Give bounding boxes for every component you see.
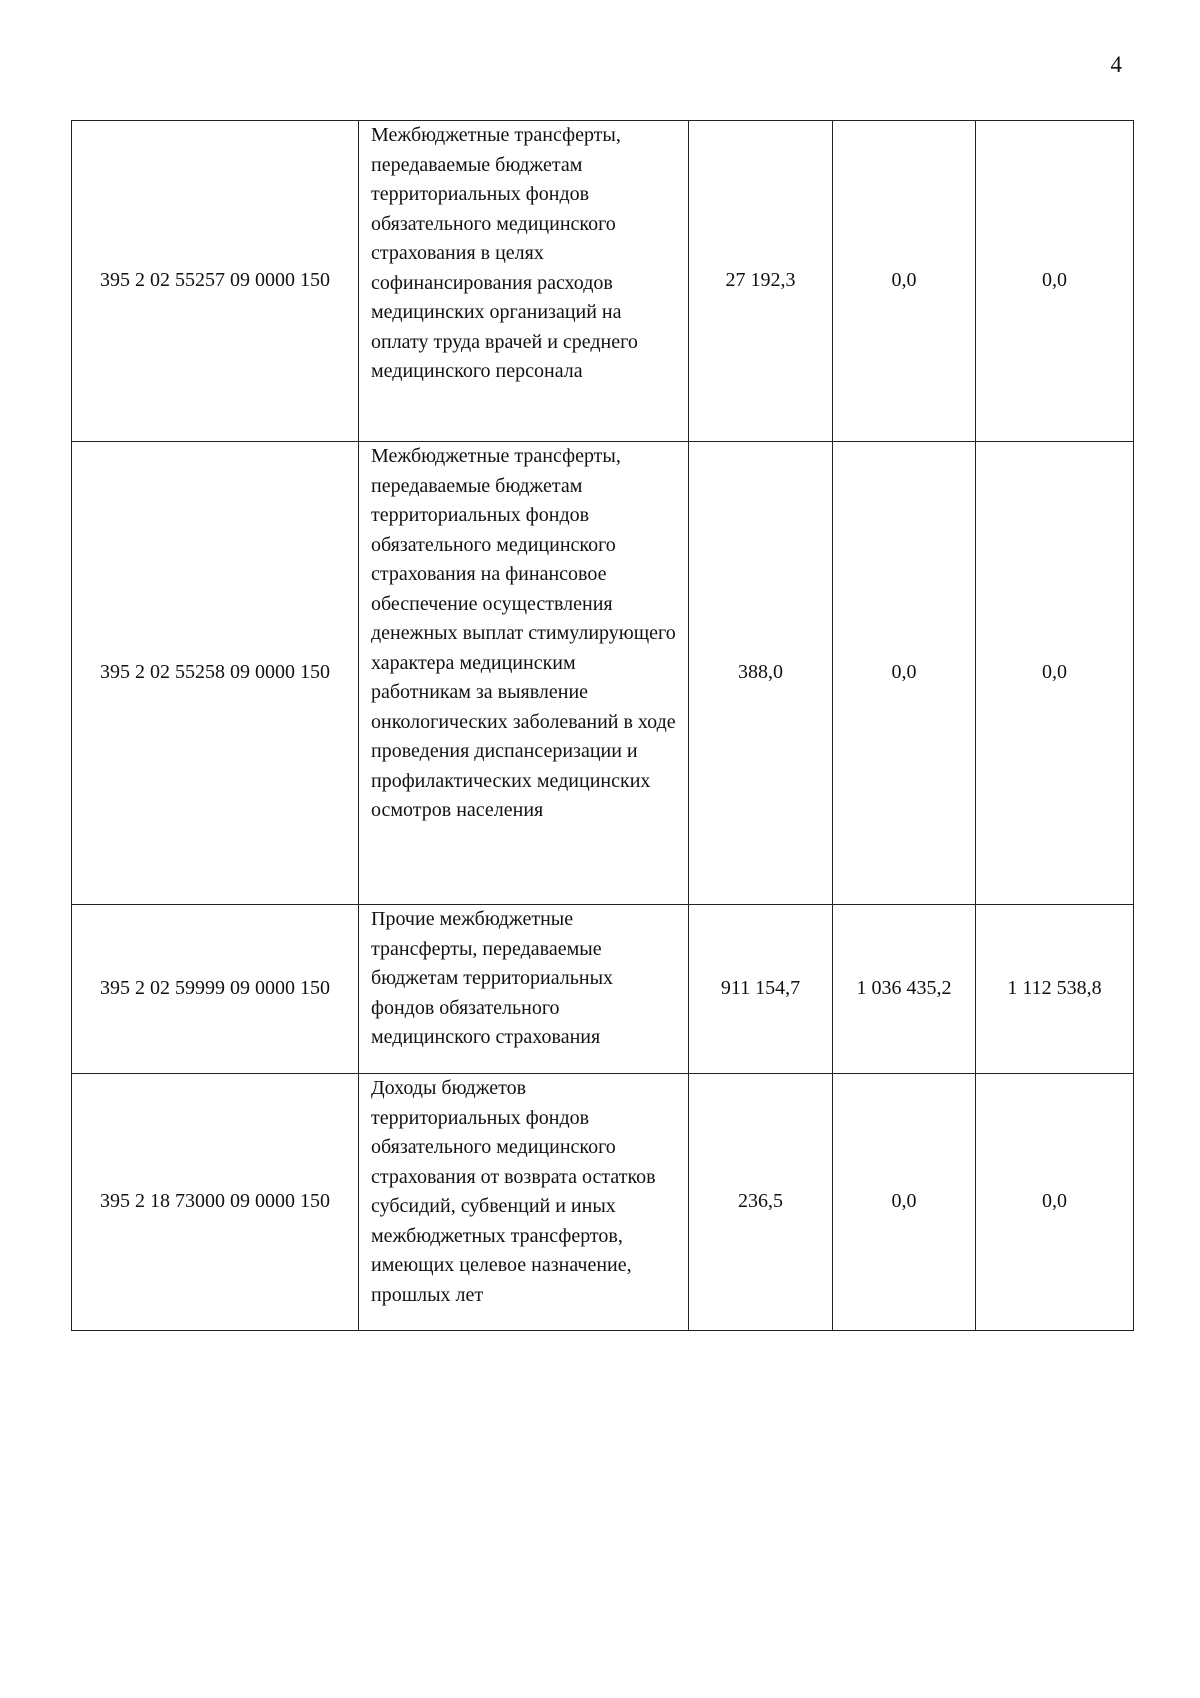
- budget-code-cell: 395 2 02 59999 09 0000 150: [72, 905, 359, 1074]
- amount-year-3-cell: 1 112 538,8: [976, 905, 1134, 1074]
- income-name-text: Прочие межбюджетные трансферты, передаваемые бюджетам территориальных фондов обязательного медицинского страхования: [371, 908, 614, 1048]
- amount-year-3-cell: 0,0: [976, 121, 1134, 442]
- income-name-cell: [359, 121, 689, 442]
- income-name-cell: [359, 905, 689, 1074]
- amount-year-1-cell: 388,0: [689, 442, 833, 905]
- budget-code-cell: 395 2 02 55257 09 0000 150: [72, 121, 359, 442]
- budget-code-cell: 395 2 18 73000 09 0000 150: [72, 1074, 359, 1331]
- budget-code-cell: 395 2 02 55258 09 0000 150: [72, 442, 359, 905]
- income-name-cell: [359, 1074, 689, 1331]
- income-name-text: Межбюджетные трансферты, передаваемые бюджетам территориальных фондов обязательного медицинского страхования в целях софинансирования расходов медицинских организаций на оплату труда врачей и среднего медицинского персонала: [371, 124, 638, 382]
- amount-year-1-cell: 911 154,7: [689, 905, 833, 1074]
- table-row: [72, 442, 1134, 905]
- income-name-cell: [359, 442, 689, 905]
- amount-year-1-cell: 27 192,3: [689, 121, 833, 442]
- amount-year-2-cell: 0,0: [833, 121, 976, 442]
- budget-table: [71, 120, 1134, 1331]
- table-row: [72, 905, 1134, 1074]
- amount-year-2-cell: 1 036 435,2: [833, 905, 976, 1074]
- amount-year-2-cell: 0,0: [833, 1074, 976, 1331]
- table-row: [72, 121, 1134, 442]
- income-name-text: Межбюджетные трансферты, передаваемые бюджетам территориальных фондов обязательного медицинского страхования на финансовое обеспечение осуществления денежных выплат стимулирующего характера медицинским работникам за выявление онкологических заболеваний в ходе проведения диспансеризации и профилактических медицинских осмотров населения: [371, 445, 676, 821]
- income-name-text: Доходы бюджетов территориальных фондов обязательного медицинского страхования от возврата остатков субсидий, субвенций и иных межбюджетных трансфертов, имеющих целевое назначение, прошлых лет: [371, 1077, 656, 1306]
- amount-year-2-cell: 0,0: [833, 442, 976, 905]
- amount-year-3-cell: 0,0: [976, 1074, 1134, 1331]
- amount-year-1-cell: 236,5: [689, 1074, 833, 1331]
- table-row: [72, 1074, 1134, 1331]
- page-number: 4: [1110, 52, 1122, 77]
- amount-year-3-cell: 0,0: [976, 442, 1134, 905]
